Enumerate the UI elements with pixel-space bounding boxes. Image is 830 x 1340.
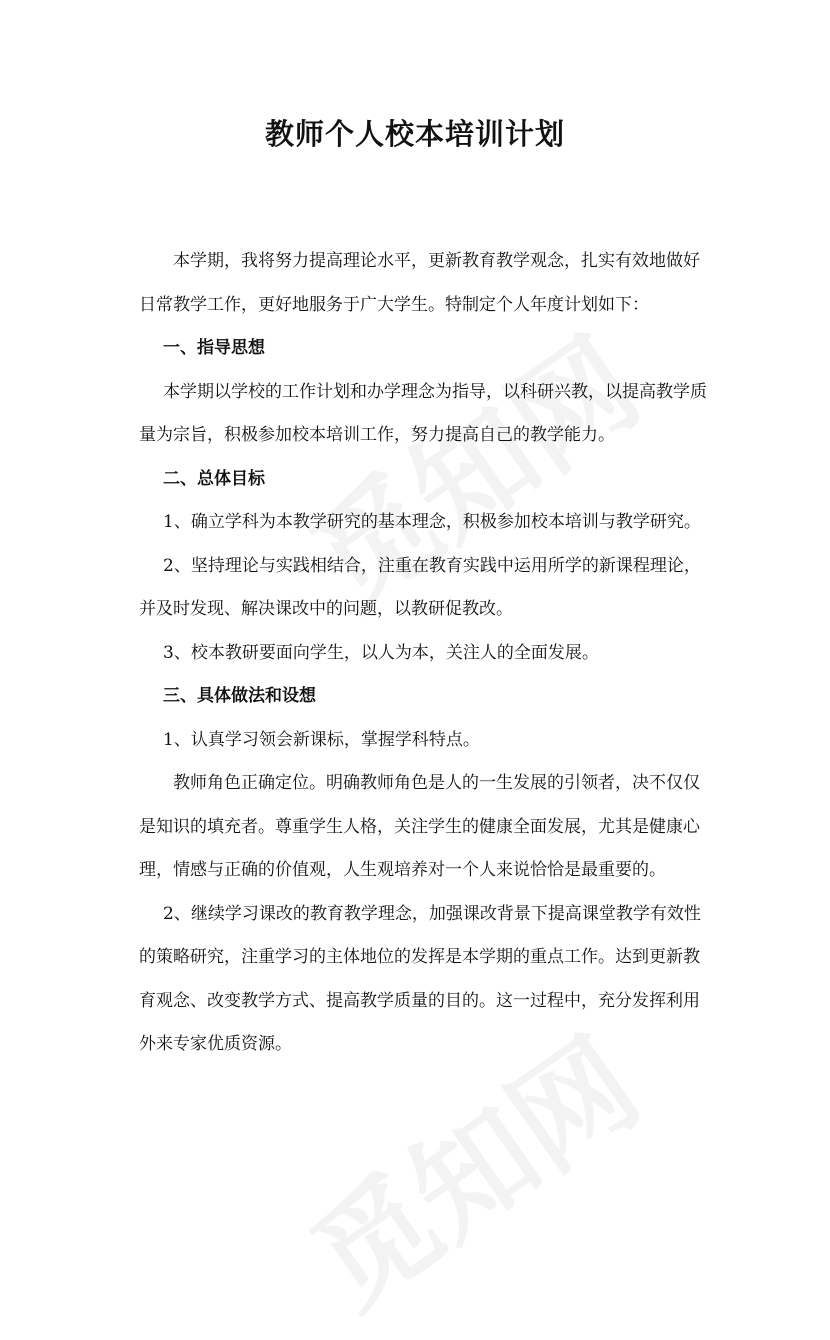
list-item: 1、认真学习领会新课标，掌握学科特点。 [163, 729, 480, 750]
paragraph-line: 并及时发现、解决课改中的问题，以教研促教改。 [139, 599, 513, 619]
list-item: 1、确立学科为本教学研究的基本理念，积极参加校本培训与教学研究。 [163, 512, 701, 532]
paragraph-line: 育观念、改变教学方式、提高教学质量的目的。这一过程中，充分发挥利用 [139, 990, 700, 1011]
list-item: 2、继续学习课改的教育教学理念，加强课改背景下提高课堂教学有效性 [163, 903, 701, 924]
document-title: 教师个人校本培训计划 [264, 117, 565, 151]
document-body [139, 240, 707, 1067]
section-heading-specific-methods: 三、具体做法和设想 [163, 686, 316, 706]
section-heading-overall-goals: 二、总体目标 [163, 468, 265, 489]
paragraph-line: 是知识的填充者。尊重学生人格，关注学生的健康全面发展，尤其是健康心 [139, 816, 700, 837]
paragraph-line: 本学期以学校的工作计划和办学理念为指导，以科研兴教，以提高教学质 [163, 381, 707, 402]
paragraph-line: 的策略研究，注重学习的主体地位的发挥是本学期的重点工作。达到更新教 [139, 947, 700, 967]
paragraph-line: 日常教学工作，更好地服务于广大学生。特制定个人年度计划如下： [139, 294, 649, 315]
paragraph-line: 外来专家优质资源。 [139, 1034, 292, 1054]
section-heading-guiding-ideas: 一、指导思想 [163, 338, 265, 358]
list-item: 3、校本教研要面向学生，以人为本，关注人的全面发展。 [163, 642, 599, 663]
paragraph-line: 本学期，我将努力提高理论水平，更新教育教学观念，扎实有效地做好 [173, 251, 700, 271]
paragraph-line: 教师角色正确定位。明确教师角色是人的一生发展的引领者，决不仅仅 [173, 773, 700, 793]
list-item: 2、坚持理论与实践相结合，注重在教育实践中运用所学的新课程理论， [163, 555, 701, 576]
paragraph-line: 量为宗旨，积极参加校本培训工作，努力提高自己的教学能力。 [139, 425, 615, 445]
paragraph-line: 理，情感与正确的价值观，人生观培养对一个人来说恰恰是最重要的。 [139, 860, 666, 880]
